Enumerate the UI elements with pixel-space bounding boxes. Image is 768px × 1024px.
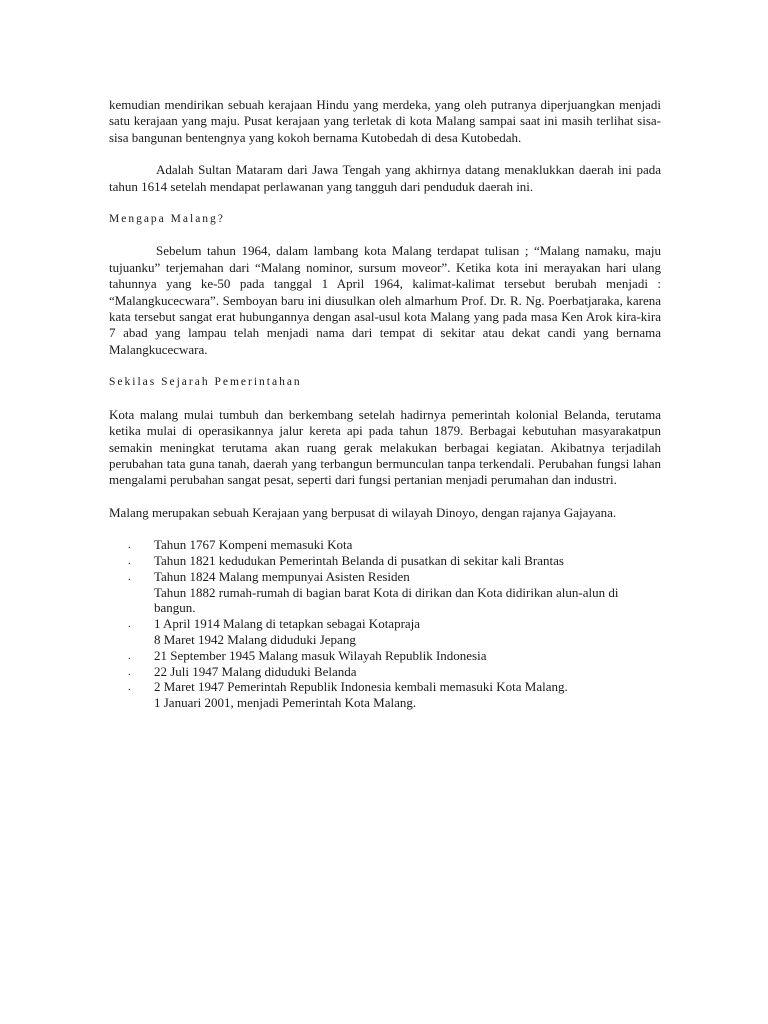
paragraph-kerajaan-hindu: kemudian mendirikan sebuah kerajaan Hindu yang merdeka, yang oleh putranya diperjuangkan menjadi satu kerajaan yang maju. Pusat kerajaan yang terletak di kota Malang sampai saat ini masih terlihat sisa-sisa bangunan bentengnya yang kokoh bernama Kutobedah di desa Kutobedah. [109, 97, 661, 145]
paragraph-kolonial-belanda: Kota malang mulai tumbuh dan berkembang setelah hadirnya pemerintah kolonial Belanda, terutama ketika mulai di operasikannya jalur kereta api pada tahun 1879. Berbagai kebutuhan masyarakatpun semakin meningkat terutama akan ruang gerak melakukan berbagai kegiatan. Akibatnya terjadilah perubahan tata guna tanah, daerah yang terbangun bermunculan tanpa terkendali. Perubahan fungsi lahan mengalami perubahan sangat pesat, seperti dari fungsi pertanian menjadi perumahan dan industri. [109, 406, 661, 488]
list-item [109, 569, 661, 585]
list-item [109, 648, 661, 664]
bullet-marker: . [128, 571, 131, 583]
list-item [109, 695, 661, 711]
bullet-marker: . [128, 619, 131, 631]
list-item [109, 537, 661, 553]
bullet-marker: . [128, 540, 131, 552]
section-heading-mengapa-malang: Mengapa Malang? [109, 213, 225, 226]
section-heading-sejarah-pemerintahan: Sekilas Sejarah Pemerintahan [109, 376, 302, 389]
list-item [109, 585, 661, 617]
bullet-marker: . [128, 555, 131, 567]
paragraph-lambang-kota: Sebelum tahun 1964, dalam lambang kota Malang terdapat tulisan ; “Malang namaku, maju tujuanku” terjemahan dari “Malang nominor, sursum moveor”. Ketika kota ini merayakan hari ulang tahunnya yang ke-50 pada tanggal 1 April 1964, kalimat-kalimat tersebut berubah menjadi : “Malangkucecwara”. Semboyan baru ini diusulkan oleh almarhum Prof. Dr. R. Ng. Poerbatjaraka, karena kata tersebut sangat erat hubungannya dengan asal-usul kota Malang yang pada masa Ken Arok kira-kira 7 abad yang lampau telah menjadi nama dari tempat di sekitar atau dekat candi yang bernama Malangkucecwara. [109, 243, 661, 357]
list-item-text: 1 April 1914 Malang di tetapkan sebagai Kotapraja [154, 616, 421, 632]
list-item [109, 679, 661, 695]
timeline-list [109, 537, 661, 711]
bullet-marker: . [128, 650, 131, 662]
list-item-text: Tahun 1821 kedudukan Pemerintah Belanda di pusatkan di sekitar kali Brantas [154, 552, 564, 568]
list-item-text: 1 Januari 2001, menjadi Pemerintah Kota Malang. [154, 695, 417, 711]
paragraph-sultan-mataram: Adalah Sultan Mataram dari Jawa Tengah yang akhirnya datang menaklukkan daerah ini pada tahun 1614 setelah mendapat perlawanan yang tangguh dari penduduk daerah ini. [109, 162, 661, 194]
list-item [109, 664, 661, 680]
paragraph-kerajaan-dinoyo: Malang merupakan sebuah Kerajaan yang berpusat di wilayah Dinoyo, dengan rajanya Gajayana. [109, 504, 617, 520]
list-item-text: 21 September 1945 Malang masuk Wilayah Republik Indonesia [154, 647, 487, 663]
bullet-marker: . [128, 682, 131, 694]
document-page [109, 97, 661, 711]
list-item [109, 632, 661, 648]
list-item-text: Tahun 1882 rumah-rumah di bagian barat Kota di dirikan dan Kota didirikan alun-alun di bangun. [154, 584, 619, 616]
list-item-text: 8 Maret 1942 Malang diduduki Jepang [154, 631, 356, 647]
list-item-text: Tahun 1767 Kompeni memasuki Kota [154, 537, 353, 553]
bullet-marker: . [128, 666, 131, 678]
list-item [109, 616, 661, 632]
list-item-text: Tahun 1824 Malang mempunyai Asisten Residen [154, 568, 410, 584]
list-item-text: 22 Juli 1947 Malang diduduki Belanda [154, 663, 357, 679]
list-item [109, 553, 661, 569]
list-item-text: 2 Maret 1947 Pemerintah Republik Indonesia kembali memasuki Kota Malang. [154, 679, 568, 695]
